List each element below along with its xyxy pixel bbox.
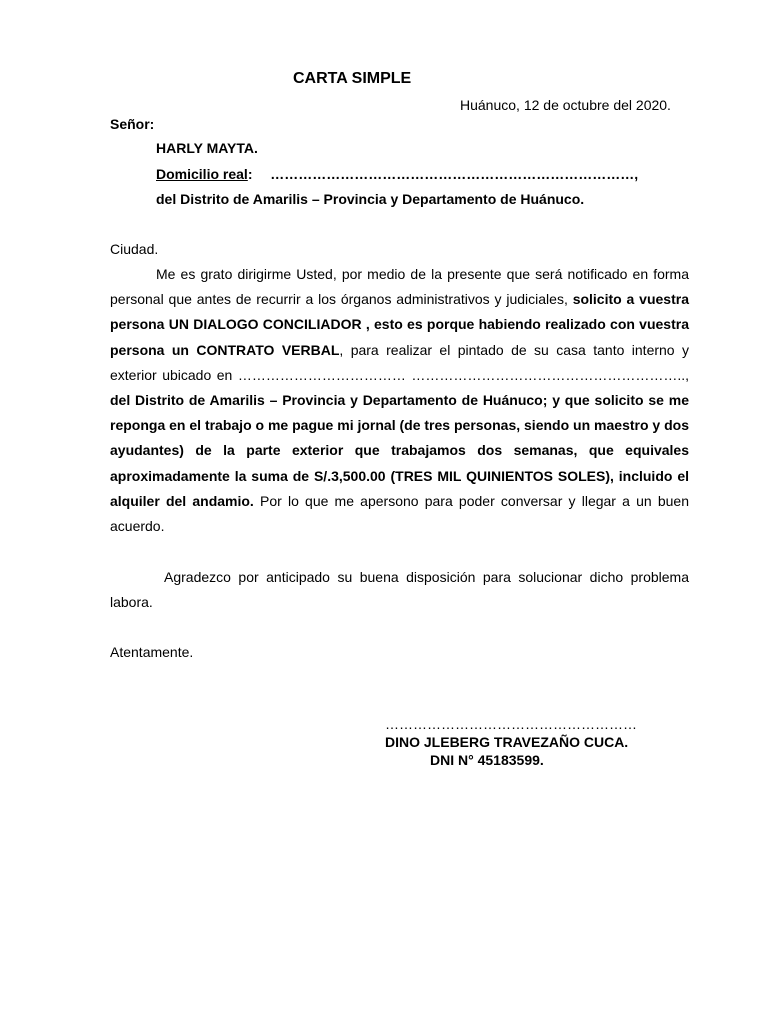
body-p1-text-e: Por lo que me apersono para poder conversar y llegar a un buen acuerdo.	[110, 492, 689, 535]
signature-line: ………………………………………………	[385, 716, 637, 732]
recipient-district: del Distrito de Amarilis – Provincia y Departamento de Huánuco.	[156, 191, 585, 207]
salutation: Señor:	[110, 116, 155, 132]
closing-line: Atentamente.	[110, 644, 194, 660]
letter-title: CARTA SIMPLE	[293, 70, 412, 87]
letter-date: Huánuco, 12 de octubre del 2020.	[460, 97, 671, 113]
recipient-domicilio	[156, 166, 638, 182]
signer-dni: DNI N° 45183599.	[430, 752, 544, 768]
domicilio-value: ……………………………………………………………………,	[270, 166, 639, 182]
body-p1-text-c: , para realizar el pintado de su casa tanto interno y exterior ubicado en ……………………………… …………………………………………………..,	[110, 341, 689, 383]
body-p1-bold-d: del Distrito de Amarilis – Provincia y Departamento de Huánuco; y que solicito se me reponga en el trabajo o me pague mi jornal (de tres personas, siendo un maestro y dos ayudantes) de la parte exterior que trabajamos dos semanas, que equivales aproximadamente la suma de S/.3,500.00 (TRES MIL QUINIENTOS SOLES), incluido el alquiler del andamio.	[110, 392, 689, 509]
city-line: Ciudad.	[110, 241, 159, 257]
body-p1-text-a: Me es grato dirigirme Usted, por medio de la presente que será notificado en forma personal que antes de recurrir a los órganos administrativos y judiciales,	[110, 266, 689, 308]
domicilio-label: Domicilio real	[156, 166, 248, 182]
domicilio-colon: :	[247, 166, 253, 182]
body-p1-bold-b: solicito a vuestra persona UN DIALOGO CONCILIADOR , esto es porque habiendo realizado con vuestra persona un CONTRATO VERBAL	[110, 291, 689, 358]
body-paragraph-2: Agradezco por anticipado su buena disposición para solucionar dicho problema labora.	[110, 569, 689, 611]
body-paragraph-1	[110, 262, 689, 539]
signer-name: DINO JLEBERG TRAVEZAÑO CUCA.	[385, 734, 629, 750]
recipient-name: HARLY MAYTA.	[156, 140, 258, 156]
